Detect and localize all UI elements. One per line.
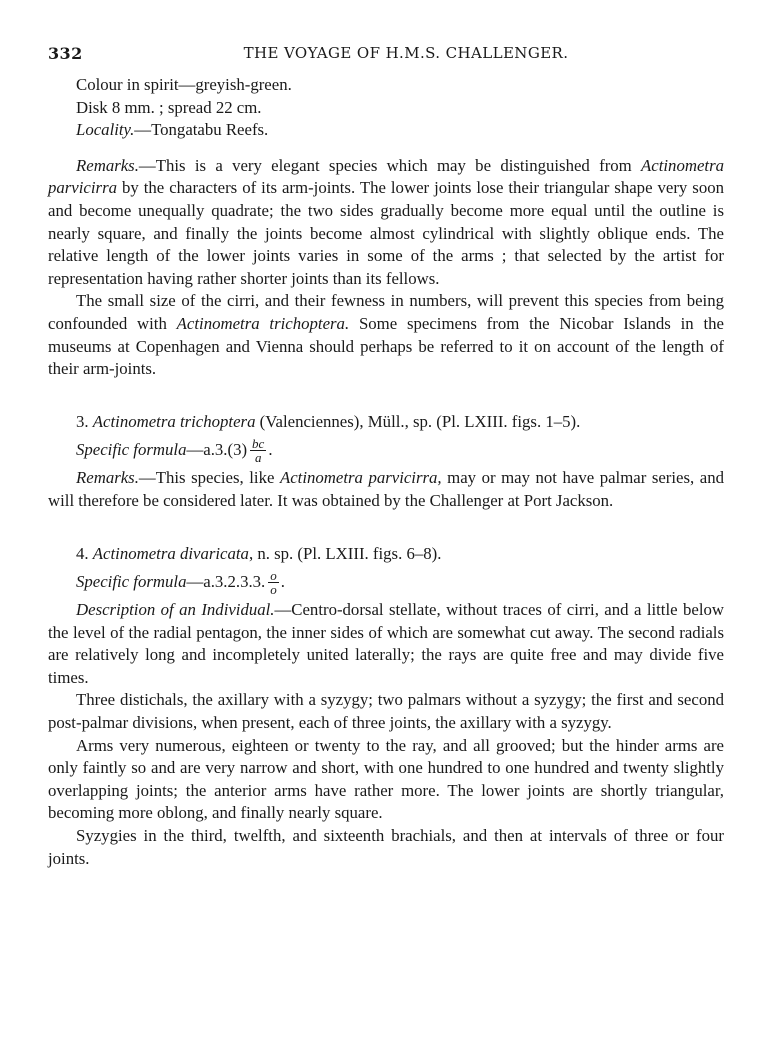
species-number: 4.	[76, 543, 89, 563]
remarks-text: —This species, like	[138, 468, 280, 488]
species-4-paragraph-2: Three distichals, the axillary with a syzygy; two palmars without a syzygy; the first and second post-palmar divisions, when present, each of three joints, the axillary with a syzygy.	[48, 690, 724, 733]
species-4-paragraph-3: Arms very numerous, eighteen or twenty to the ray, and all grooved; but the hinder arms are only faintly so and are very narrow and short, with one hundred to one hundred and twenty slightly overlapping joints; the anterior arms have rather more. The lower joints are shortly triangular, becoming more oblong, and finally nearly square.	[48, 735, 724, 823]
species-4-description	[48, 599, 724, 689]
remarks-paragraph-1	[48, 155, 724, 291]
locality-value: —Tongatabu Reefs.	[134, 120, 269, 140]
species-4-heading	[48, 543, 724, 566]
remarks-text: The small size of the cirri, and their fewness in numbers, will prevent this species from being confounded with	[48, 291, 724, 333]
description-label: Description of an Individual.	[76, 600, 275, 620]
fraction-denominator: a	[254, 449, 262, 465]
remarks-label: Remarks.	[76, 155, 139, 175]
body-text	[48, 70, 724, 870]
fraction-denominator: o	[270, 581, 277, 597]
formula-label: Specific formula	[76, 571, 187, 591]
formula-prefix: —a.3.(3)	[186, 440, 248, 460]
running-title: THE VOYAGE OF H.M.S. CHALLENGER.	[243, 44, 569, 62]
colour-line: Colour in spirit—greyish-green.	[76, 75, 292, 94]
fraction-numerator: o	[270, 567, 277, 583]
remarks-paragraph-2	[48, 290, 724, 380]
species-number: 3.	[76, 411, 89, 431]
formula-fraction	[268, 569, 279, 596]
species-name: Actinometra divaricata	[92, 543, 249, 563]
species-name: Actinometra trichoptera	[92, 411, 256, 431]
remarks-text: by the characters of its arm-joints. The lower joints lose their triangular shape very soon and become unequally quadrate; the two sides gradually become more equal until the outline is nearly square, and finally the joints become almost cylindrical with slightly oblique ends. The relative length of the lower joints varies in some of the arms ; that selected by the artist for representation having rather shorter joints than its fellows.	[48, 178, 724, 288]
formula-fraction	[250, 437, 266, 464]
species-authority: , n. sp. (Pl. LXIII. figs. 6–8).	[248, 543, 442, 563]
species-authority: (Valenciennes), Müll., sp. (Pl. LXIII. figs. 1–5).	[255, 411, 581, 431]
description-text: —Centro-dorsal stellate, without traces of cirri, and a little below the level of the radial pentagon, the inner sides of which are somewhat cut away. The second radials are relatively long and incompletely united laterally; the rays are quite free and may divide five times.	[48, 600, 725, 687]
remarks-text: —This is a very elegant species which may be distinguished from	[138, 155, 642, 175]
species-name-italic: Actinometra trichoptera.	[176, 313, 350, 333]
remarks-text: may or may not have palmar series, and will therefore be considered later. It was obtained by the Challenger at Port Jackson.	[48, 468, 724, 510]
species-3-formula	[48, 433, 724, 467]
species-3-heading	[48, 411, 724, 434]
disk-line: Disk 8 mm. ; spread 22 cm.	[76, 97, 262, 117]
formula-end: .	[268, 440, 273, 460]
species-4-formula	[48, 565, 724, 599]
formula-label: Specific formula	[76, 440, 187, 460]
remarks-text: Some specimens from the Nicobar Islands in the museums at Copenhagen and Vienna should perhaps be referred to it on account of the length of their arm-joints.	[48, 313, 724, 379]
fraction-numerator: bc	[252, 435, 265, 451]
formula-end: .	[280, 571, 285, 591]
species-name-italic: Actinometra parvicirra,	[279, 468, 442, 488]
species-3-remarks	[48, 467, 724, 512]
page-header	[48, 44, 724, 70]
species-4-paragraph-4: Syzygies in the third, twelfth, and sixteenth brachials, and then at intervals of three or four joints.	[48, 826, 724, 868]
remarks-label: Remarks.	[76, 468, 139, 488]
locality-line	[48, 119, 724, 142]
page-number: 332	[48, 44, 83, 63]
locality-label: Locality.	[76, 120, 135, 140]
formula-prefix: —a.3.2.3.3.	[186, 571, 266, 591]
species-name-italic: Actinometra parvicirra	[48, 155, 724, 198]
